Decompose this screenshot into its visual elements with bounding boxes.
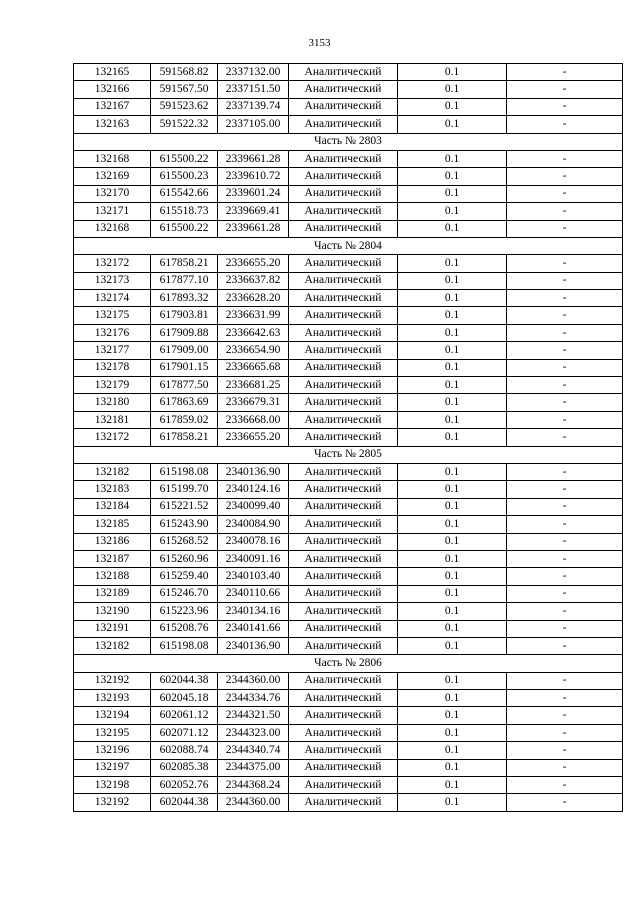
note-cell: - [507, 724, 623, 741]
x-coordinate-cell: 615259.40 [151, 568, 218, 585]
x-coordinate-cell: 615518.73 [151, 203, 218, 220]
point-id-cell: 132170 [74, 185, 151, 202]
method-cell: Аналитический [289, 359, 398, 376]
note-cell: - [507, 481, 623, 498]
x-coordinate-cell: 591523.62 [151, 98, 218, 115]
method-cell: Аналитический [289, 81, 398, 98]
accuracy-cell: 0.1 [398, 550, 507, 567]
method-cell: Аналитический [289, 394, 398, 411]
y-coordinate-cell: 2339601.24 [218, 185, 289, 202]
accuracy-cell: 0.1 [398, 394, 507, 411]
accuracy-cell: 0.1 [398, 429, 507, 446]
section-title: Часть № 2803 [74, 133, 623, 150]
note-cell: - [507, 377, 623, 394]
point-id-cell: 132197 [74, 759, 151, 776]
point-id-cell: 132167 [74, 98, 151, 115]
table-row [74, 185, 623, 202]
x-coordinate-cell: 615246.70 [151, 585, 218, 602]
x-coordinate-cell: 617903.81 [151, 307, 218, 324]
y-coordinate-cell: 2337139.74 [218, 98, 289, 115]
table-row [74, 568, 623, 585]
table-row [74, 116, 623, 133]
accuracy-cell: 0.1 [398, 220, 507, 237]
x-coordinate-cell: 615199.70 [151, 481, 218, 498]
table-row [74, 272, 623, 289]
method-cell: Аналитический [289, 98, 398, 115]
accuracy-cell: 0.1 [398, 794, 507, 811]
table-row [74, 324, 623, 341]
point-id-cell: 132177 [74, 342, 151, 359]
note-cell: - [507, 359, 623, 376]
note-cell: - [507, 429, 623, 446]
x-coordinate-cell: 617877.10 [151, 272, 218, 289]
x-coordinate-cell: 615208.76 [151, 620, 218, 637]
y-coordinate-cell: 2340084.90 [218, 516, 289, 533]
note-cell: - [507, 637, 623, 654]
table-row [74, 724, 623, 741]
y-coordinate-cell: 2336655.20 [218, 429, 289, 446]
note-cell: - [507, 585, 623, 602]
table-row [74, 620, 623, 637]
x-coordinate-cell: 617893.32 [151, 290, 218, 307]
point-id-cell: 132187 [74, 550, 151, 567]
section-header-row [74, 237, 623, 254]
method-cell: Аналитический [289, 777, 398, 794]
note-cell: - [507, 568, 623, 585]
method-cell: Аналитический [289, 411, 398, 428]
table-row [74, 777, 623, 794]
point-id-cell: 132183 [74, 481, 151, 498]
note-cell: - [507, 759, 623, 776]
accuracy-cell: 0.1 [398, 707, 507, 724]
table-row [74, 168, 623, 185]
section-header-row [74, 446, 623, 463]
y-coordinate-cell: 2336668.00 [218, 411, 289, 428]
table-row [74, 759, 623, 776]
y-coordinate-cell: 2340091.16 [218, 550, 289, 567]
point-id-cell: 132192 [74, 794, 151, 811]
accuracy-cell: 0.1 [398, 168, 507, 185]
table-row [74, 150, 623, 167]
accuracy-cell: 0.1 [398, 150, 507, 167]
table-row [74, 585, 623, 602]
x-coordinate-cell: 615260.96 [151, 550, 218, 567]
point-id-cell: 132174 [74, 290, 151, 307]
note-cell: - [507, 533, 623, 550]
point-id-cell: 132166 [74, 81, 151, 98]
point-id-cell: 132172 [74, 429, 151, 446]
method-cell: Аналитический [289, 742, 398, 759]
method-cell: Аналитический [289, 724, 398, 741]
x-coordinate-cell: 617909.00 [151, 342, 218, 359]
y-coordinate-cell: 2340103.40 [218, 568, 289, 585]
x-coordinate-cell: 602088.74 [151, 742, 218, 759]
accuracy-cell: 0.1 [398, 516, 507, 533]
note-cell: - [507, 342, 623, 359]
note-cell: - [507, 324, 623, 341]
method-cell: Аналитический [289, 324, 398, 341]
y-coordinate-cell: 2339661.28 [218, 220, 289, 237]
accuracy-cell: 0.1 [398, 359, 507, 376]
point-id-cell: 132190 [74, 603, 151, 620]
accuracy-cell: 0.1 [398, 377, 507, 394]
y-coordinate-cell: 2340136.90 [218, 463, 289, 480]
method-cell: Аналитический [289, 690, 398, 707]
accuracy-cell: 0.1 [398, 585, 507, 602]
table-row [74, 516, 623, 533]
x-coordinate-cell: 617863.69 [151, 394, 218, 411]
table-row [74, 707, 623, 724]
method-cell: Аналитический [289, 707, 398, 724]
table-row [74, 255, 623, 272]
table-row [74, 481, 623, 498]
method-cell: Аналитический [289, 516, 398, 533]
y-coordinate-cell: 2336679.31 [218, 394, 289, 411]
table-row [74, 220, 623, 237]
accuracy-cell: 0.1 [398, 742, 507, 759]
note-cell: - [507, 64, 623, 81]
x-coordinate-cell: 615223.96 [151, 603, 218, 620]
accuracy-cell: 0.1 [398, 603, 507, 620]
method-cell: Аналитический [289, 463, 398, 480]
method-cell: Аналитический [289, 620, 398, 637]
accuracy-cell: 0.1 [398, 81, 507, 98]
accuracy-cell: 0.1 [398, 116, 507, 133]
x-coordinate-cell: 617877.50 [151, 377, 218, 394]
note-cell: - [507, 777, 623, 794]
x-coordinate-cell: 615221.52 [151, 498, 218, 515]
method-cell: Аналитический [289, 116, 398, 133]
y-coordinate-cell: 2337105.00 [218, 116, 289, 133]
accuracy-cell: 0.1 [398, 463, 507, 480]
note-cell: - [507, 707, 623, 724]
method-cell: Аналитический [289, 220, 398, 237]
point-id-cell: 132192 [74, 672, 151, 689]
table-row [74, 98, 623, 115]
table-row [74, 690, 623, 707]
table-row [74, 377, 623, 394]
x-coordinate-cell: 602071.12 [151, 724, 218, 741]
y-coordinate-cell: 2336655.20 [218, 255, 289, 272]
coordinates-table-body [74, 64, 623, 812]
point-id-cell: 132182 [74, 637, 151, 654]
note-cell: - [507, 620, 623, 637]
y-coordinate-cell: 2340124.16 [218, 481, 289, 498]
point-id-cell: 132188 [74, 568, 151, 585]
method-cell: Аналитический [289, 533, 398, 550]
note-cell: - [507, 672, 623, 689]
table-row [74, 411, 623, 428]
y-coordinate-cell: 2336637.82 [218, 272, 289, 289]
method-cell: Аналитический [289, 168, 398, 185]
x-coordinate-cell: 591568.82 [151, 64, 218, 81]
accuracy-cell: 0.1 [398, 98, 507, 115]
x-coordinate-cell: 602085.38 [151, 759, 218, 776]
accuracy-cell: 0.1 [398, 272, 507, 289]
section-title: Часть № 2804 [74, 237, 623, 254]
method-cell: Аналитический [289, 185, 398, 202]
x-coordinate-cell: 591522.32 [151, 116, 218, 133]
section-title: Часть № 2805 [74, 446, 623, 463]
y-coordinate-cell: 2344321.50 [218, 707, 289, 724]
point-id-cell: 132181 [74, 411, 151, 428]
section-header-row [74, 133, 623, 150]
table-row [74, 342, 623, 359]
y-coordinate-cell: 2337132.00 [218, 64, 289, 81]
accuracy-cell: 0.1 [398, 637, 507, 654]
y-coordinate-cell: 2340099.40 [218, 498, 289, 515]
note-cell: - [507, 81, 623, 98]
point-id-cell: 132186 [74, 533, 151, 550]
y-coordinate-cell: 2336654.90 [218, 342, 289, 359]
method-cell: Аналитический [289, 498, 398, 515]
method-cell: Аналитический [289, 342, 398, 359]
note-cell: - [507, 272, 623, 289]
note-cell: - [507, 203, 623, 220]
table-row [74, 463, 623, 480]
x-coordinate-cell: 617858.21 [151, 429, 218, 446]
table-row [74, 672, 623, 689]
point-id-cell: 132165 [74, 64, 151, 81]
y-coordinate-cell: 2339610.72 [218, 168, 289, 185]
point-id-cell: 132173 [74, 272, 151, 289]
note-cell: - [507, 290, 623, 307]
y-coordinate-cell: 2340078.16 [218, 533, 289, 550]
note-cell: - [507, 463, 623, 480]
x-coordinate-cell: 615500.23 [151, 168, 218, 185]
note-cell: - [507, 498, 623, 515]
point-id-cell: 132171 [74, 203, 151, 220]
y-coordinate-cell: 2336628.20 [218, 290, 289, 307]
point-id-cell: 132176 [74, 324, 151, 341]
method-cell: Аналитический [289, 550, 398, 567]
y-coordinate-cell: 2344334.76 [218, 690, 289, 707]
x-coordinate-cell: 591567.50 [151, 81, 218, 98]
point-id-cell: 132168 [74, 150, 151, 167]
method-cell: Аналитический [289, 272, 398, 289]
section-title: Часть № 2806 [74, 655, 623, 672]
method-cell: Аналитический [289, 255, 398, 272]
y-coordinate-cell: 2340110.66 [218, 585, 289, 602]
table-row [74, 64, 623, 81]
note-cell: - [507, 185, 623, 202]
note-cell: - [507, 220, 623, 237]
point-id-cell: 132196 [74, 742, 151, 759]
page-number: 3153 [308, 37, 331, 49]
method-cell: Аналитический [289, 203, 398, 220]
accuracy-cell: 0.1 [398, 185, 507, 202]
table-row [74, 603, 623, 620]
x-coordinate-cell: 615500.22 [151, 150, 218, 167]
method-cell: Аналитический [289, 307, 398, 324]
note-cell: - [507, 150, 623, 167]
note-cell: - [507, 168, 623, 185]
x-coordinate-cell: 615198.08 [151, 463, 218, 480]
method-cell: Аналитический [289, 481, 398, 498]
y-coordinate-cell: 2344375.00 [218, 759, 289, 776]
table-row [74, 307, 623, 324]
accuracy-cell: 0.1 [398, 759, 507, 776]
accuracy-cell: 0.1 [398, 498, 507, 515]
note-cell: - [507, 116, 623, 133]
note-cell: - [507, 690, 623, 707]
y-coordinate-cell: 2336665.68 [218, 359, 289, 376]
method-cell: Аналитический [289, 603, 398, 620]
x-coordinate-cell: 617909.88 [151, 324, 218, 341]
y-coordinate-cell: 2344360.00 [218, 672, 289, 689]
y-coordinate-cell: 2340141.66 [218, 620, 289, 637]
accuracy-cell: 0.1 [398, 255, 507, 272]
x-coordinate-cell: 602044.38 [151, 672, 218, 689]
table-row [74, 637, 623, 654]
accuracy-cell: 0.1 [398, 481, 507, 498]
x-coordinate-cell: 615268.52 [151, 533, 218, 550]
accuracy-cell: 0.1 [398, 307, 507, 324]
note-cell: - [507, 794, 623, 811]
table-row [74, 81, 623, 98]
y-coordinate-cell: 2340136.90 [218, 637, 289, 654]
x-coordinate-cell: 602044.38 [151, 794, 218, 811]
accuracy-cell: 0.1 [398, 64, 507, 81]
accuracy-cell: 0.1 [398, 672, 507, 689]
accuracy-cell: 0.1 [398, 533, 507, 550]
point-id-cell: 132189 [74, 585, 151, 602]
x-coordinate-cell: 615243.90 [151, 516, 218, 533]
method-cell: Аналитический [289, 150, 398, 167]
point-id-cell: 132185 [74, 516, 151, 533]
method-cell: Аналитический [289, 794, 398, 811]
accuracy-cell: 0.1 [398, 203, 507, 220]
table-row [74, 290, 623, 307]
y-coordinate-cell: 2344368.24 [218, 777, 289, 794]
y-coordinate-cell: 2339669.41 [218, 203, 289, 220]
note-cell: - [507, 98, 623, 115]
point-id-cell: 132194 [74, 707, 151, 724]
accuracy-cell: 0.1 [398, 324, 507, 341]
table-row [74, 498, 623, 515]
x-coordinate-cell: 602061.12 [151, 707, 218, 724]
accuracy-cell: 0.1 [398, 411, 507, 428]
accuracy-cell: 0.1 [398, 568, 507, 585]
accuracy-cell: 0.1 [398, 342, 507, 359]
x-coordinate-cell: 615500.22 [151, 220, 218, 237]
method-cell: Аналитический [289, 568, 398, 585]
note-cell: - [507, 603, 623, 620]
point-id-cell: 132172 [74, 255, 151, 272]
point-id-cell: 132179 [74, 377, 151, 394]
x-coordinate-cell: 617858.21 [151, 255, 218, 272]
table-row [74, 203, 623, 220]
accuracy-cell: 0.1 [398, 724, 507, 741]
accuracy-cell: 0.1 [398, 690, 507, 707]
y-coordinate-cell: 2336642.63 [218, 324, 289, 341]
accuracy-cell: 0.1 [398, 620, 507, 637]
method-cell: Аналитический [289, 429, 398, 446]
accuracy-cell: 0.1 [398, 290, 507, 307]
note-cell: - [507, 394, 623, 411]
table-row [74, 533, 623, 550]
x-coordinate-cell: 617901.15 [151, 359, 218, 376]
point-id-cell: 132180 [74, 394, 151, 411]
point-id-cell: 132169 [74, 168, 151, 185]
point-id-cell: 132184 [74, 498, 151, 515]
method-cell: Аналитический [289, 377, 398, 394]
point-id-cell: 132182 [74, 463, 151, 480]
x-coordinate-cell: 617859.02 [151, 411, 218, 428]
y-coordinate-cell: 2336681.25 [218, 377, 289, 394]
point-id-cell: 132175 [74, 307, 151, 324]
note-cell: - [507, 255, 623, 272]
x-coordinate-cell: 615542.66 [151, 185, 218, 202]
y-coordinate-cell: 2337151.50 [218, 81, 289, 98]
coordinates-table [73, 63, 623, 812]
y-coordinate-cell: 2344340.74 [218, 742, 289, 759]
y-coordinate-cell: 2340134.16 [218, 603, 289, 620]
y-coordinate-cell: 2336631.99 [218, 307, 289, 324]
accuracy-cell: 0.1 [398, 777, 507, 794]
method-cell: Аналитический [289, 672, 398, 689]
note-cell: - [507, 550, 623, 567]
method-cell: Аналитический [289, 637, 398, 654]
point-id-cell: 132178 [74, 359, 151, 376]
x-coordinate-cell: 602052.76 [151, 777, 218, 794]
method-cell: Аналитический [289, 585, 398, 602]
method-cell: Аналитический [289, 64, 398, 81]
table-row [74, 742, 623, 759]
method-cell: Аналитический [289, 759, 398, 776]
point-id-cell: 132191 [74, 620, 151, 637]
table-row [74, 429, 623, 446]
y-coordinate-cell: 2344360.00 [218, 794, 289, 811]
point-id-cell: 132193 [74, 690, 151, 707]
note-cell: - [507, 742, 623, 759]
method-cell: Аналитический [289, 290, 398, 307]
note-cell: - [507, 307, 623, 324]
table-row [74, 550, 623, 567]
table-row [74, 359, 623, 376]
x-coordinate-cell: 615198.08 [151, 637, 218, 654]
point-id-cell: 132195 [74, 724, 151, 741]
table-row [74, 394, 623, 411]
y-coordinate-cell: 2344323.00 [218, 724, 289, 741]
point-id-cell: 132198 [74, 777, 151, 794]
note-cell: - [507, 411, 623, 428]
point-id-cell: 132163 [74, 116, 151, 133]
x-coordinate-cell: 602045.18 [151, 690, 218, 707]
y-coordinate-cell: 2339661.28 [218, 150, 289, 167]
section-header-row [74, 655, 623, 672]
point-id-cell: 132168 [74, 220, 151, 237]
table-row [74, 794, 623, 811]
note-cell: - [507, 516, 623, 533]
